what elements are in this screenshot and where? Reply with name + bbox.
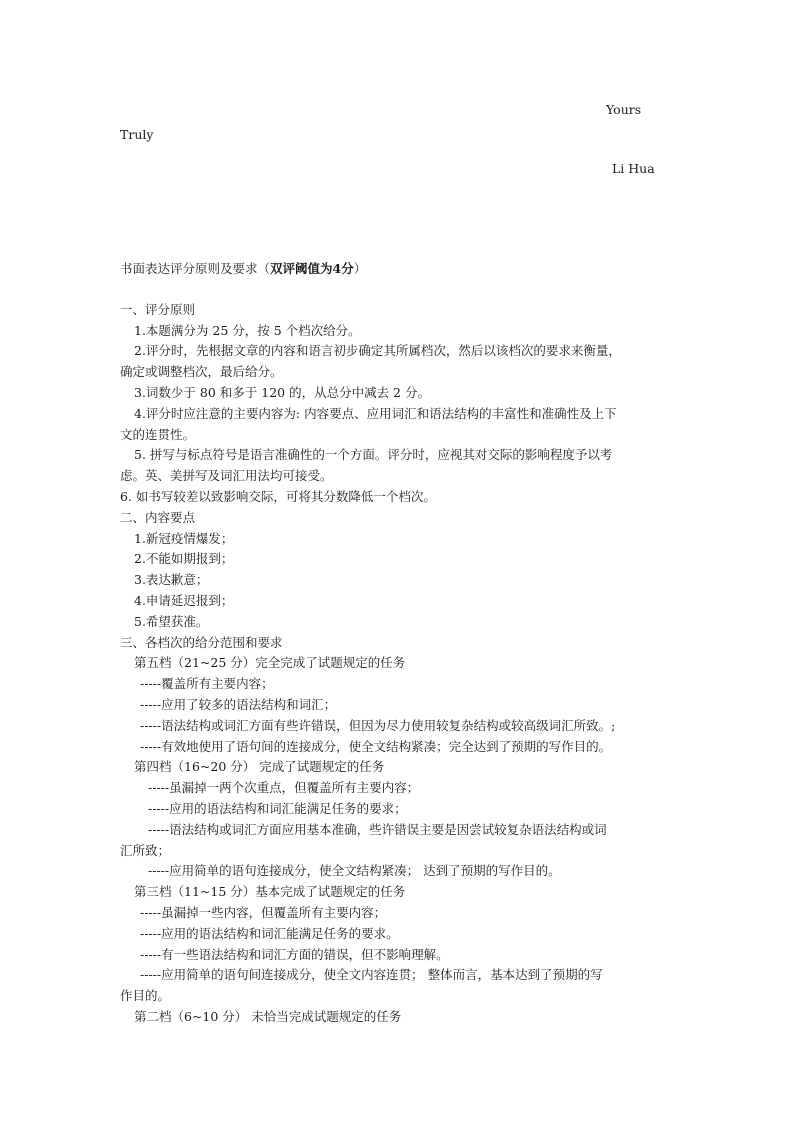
title-paren-close: ） (353, 261, 367, 276)
grade3-item-2: -----应用的语法结构和词汇能满足任务的要求。 (140, 925, 399, 941)
rule-6: 6. 如书写较差以致影响交际，可将其分数降低一个档次。 (120, 488, 436, 504)
rule-3: 3.词数少于 80 和多于 120 的，从总分中减去 2 分。 (134, 384, 430, 400)
scoring-guidelines (120, 259, 680, 1028)
content-point-3: 3.表达歉意； (134, 572, 209, 588)
grade3-title: 第三档（11~15 分）基本完成了试题规定的任务 (134, 884, 406, 900)
content-point-4: 4.申请延迟报到； (134, 592, 234, 608)
section1-heading: 一、评分原则 (120, 301, 196, 317)
signature-yours: Yours (606, 102, 642, 117)
grade4-title: 第四档（16~20 分） 完成了试题规定的任务 (134, 759, 385, 775)
rule-2-line2: 确定或调整档次，最后给分。 (120, 364, 283, 380)
content-point-1: 1.新冠疫情爆发； (134, 530, 234, 546)
title-threshold: 双评阈值为4分 (270, 261, 354, 276)
grade5-item-2: -----应用了较多的语法结构和词汇； (140, 696, 337, 712)
rule-4-line2: 文的连贯性。 (120, 426, 196, 442)
grade5-item-3: -----语法结构或词汇方面有些许错误，但因为尽力使用较复杂结构或较高级词汇所致。; (140, 717, 616, 733)
grade4-item-4: -----应用简单的语句连接成分，使全文结构紧凑； 达到了预期的写作目的。 (148, 863, 561, 879)
rule-5-line1: 5. 拼写与标点符号是语言准确性的一个方面。评分时，应视其对交际的影响程度予以考 (134, 447, 613, 463)
title-main: 书面表达评分原则及要求 (120, 261, 258, 276)
grade4-item-3-line2: 汇所致； (120, 842, 171, 858)
title-paren-open: （ (257, 261, 271, 276)
grade5-title: 第五档（21~25 分）完全完成了试题规定的任务 (134, 655, 406, 671)
rule-4-line1: 4.评分时应注意的主要内容为: 内容要点、应用词汇和语法结构的丰富性和准确性及上下 (134, 405, 617, 421)
grade5-item-1: -----覆盖所有主要内容； (140, 676, 274, 692)
grade3-item-1: -----虽漏掉一些内容，但覆盖所有主要内容； (140, 904, 387, 920)
grade4-item-2: -----应用的语法结构和词汇能满足任务的要求； (148, 800, 407, 816)
content-point-2: 2.不能如期报到； (134, 551, 234, 567)
grade3-item-4-line1: -----应用简单的语句间连接成分，使全文内容连贯； 整体而言，基本达到了预期的写 (140, 967, 603, 983)
rule-5-line2: 虑。英、美拼写及词汇用法均可接受。 (120, 468, 333, 484)
signature-name: Li Hua (612, 161, 655, 176)
rule-2-line1: 2.评分时，先根据文章的内容和语言初步确定其所属档次，然后以该档次的要求来衡量， (134, 343, 621, 359)
grade3-item-3: -----有一些语法结构和词汇方面的错误，但不影响理解。 (140, 946, 449, 962)
grade3-item-4-line2: 作目的。 (120, 988, 171, 1004)
section3-heading: 三、各档次的给分范围和要求 (120, 634, 283, 650)
document-title (120, 259, 680, 280)
grade4-item-3-line1: -----语法结构或词汇方面应用基本准确，些许错误主要是因尝试较复杂语法结构或词 (148, 821, 607, 837)
section2-heading: 二、内容要点 (120, 509, 196, 525)
rule-1: 1.本题满分为 25 分，按 5 个档次给分。 (134, 322, 361, 338)
grade4-item-1: -----虽漏掉一两个次重点，但覆盖所有主要内容； (148, 780, 420, 796)
grade2-title: 第二档（6~10 分） 未恰当完成试题规定的任务 (134, 1008, 402, 1024)
signature-truly: Truly (120, 127, 154, 142)
grade5-item-4: -----有效地使用了语句间的连接成分，使全文结构紧凑；完全达到了预期的写作目的。 (140, 738, 612, 754)
content-point-5: 5.希望获准。 (134, 613, 209, 629)
